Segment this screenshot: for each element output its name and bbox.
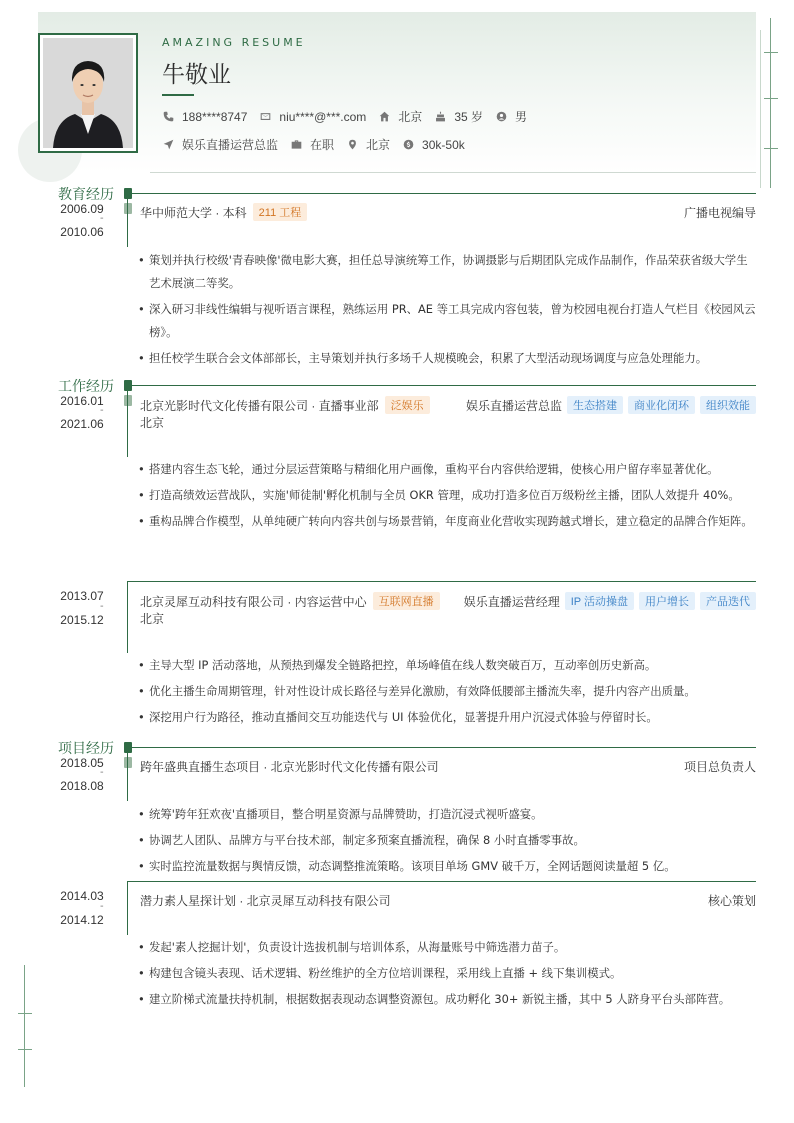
industry-tag: 互联网直播 — [373, 592, 440, 610]
email-item — [259, 110, 366, 124]
gender-item — [495, 108, 527, 125]
company-name: 北京光影时代文化传播有限公司 · 直播事业部 — [140, 398, 379, 413]
date-separator: - — [100, 767, 104, 778]
company-name: 北京灵犀互动科技有限公司 · 内容运营中心 — [140, 594, 367, 609]
timeline-line — [127, 193, 128, 247]
entry-rule — [127, 881, 756, 882]
user-icon — [495, 111, 507, 123]
skill-tag: 生态搭建 — [567, 396, 623, 414]
list-item: • 搭建内容生态飞轮，通过分层运营策略与精细化用户画像，重构平台内容供给逻辑，使核心用户留存率显著优化。 — [138, 458, 756, 481]
list-item: • 构建包含镜头表现、话术逻辑、粉丝维护的全方位培训课程，采用线上直播 + 线下集训模式。 — [138, 962, 756, 985]
section-rule — [124, 193, 756, 194]
section-marker — [124, 188, 132, 199]
location-text: 北京 — [398, 110, 423, 124]
target-city-text: 北京 — [366, 138, 391, 152]
project-title: 潜力素人星探计划 · 北京灵犀互动科技有限公司 — [140, 894, 391, 908]
work-start-date: 2016.01 — [60, 394, 104, 408]
education-end-date: 2010.06 — [60, 225, 104, 239]
job-intent-row — [162, 136, 477, 153]
education-bullets — [138, 249, 756, 373]
profile-photo — [43, 38, 133, 148]
status-item — [290, 136, 334, 153]
list-item: • 建立阶梯式流量扶持机制，根据数据表现动态调整资源包。成功孵化 30+ 新锐主播，其中 5 人跻身平台头部阵营。 — [138, 988, 756, 1011]
project-role: 核心策划 — [707, 894, 756, 908]
phone-item — [162, 110, 247, 124]
work-city: 北京 — [140, 612, 165, 626]
phone-text: 188****8747 — [182, 109, 248, 124]
entry-marker — [124, 757, 132, 768]
candidate-name: 牛敬业 — [162, 62, 231, 88]
industry-tag: 泛娱乐 — [385, 396, 430, 414]
section-title-education: 教育经历 — [58, 187, 114, 203]
list-item: • 发起'素人挖掘计划'，负责设计选拔机制与培训体系，从海量账号中筛选潜力苗子。 — [138, 936, 756, 959]
section-rule — [124, 747, 756, 748]
list-item: • 深入研习非线性编辑与视听语言课程，熟练运用 PR、AE 等工具完成内容包装，曾为校园电视台打造人气栏目《校园风云榜》。 — [138, 298, 756, 344]
work-heading — [140, 396, 430, 414]
decorative-tick — [18, 1013, 32, 1014]
date-separator: - — [100, 405, 104, 416]
work-city: 北京 — [140, 416, 165, 430]
decorative-tick — [18, 1049, 32, 1050]
mail-icon — [259, 111, 271, 123]
list-item: • 协调艺人团队、品牌方与平台技术部，制定多预案直播流程，确保 8 小时直播零事故。 — [138, 829, 756, 852]
section-marker — [124, 380, 132, 391]
email-text: niu****@***.com — [279, 109, 367, 124]
phone-icon — [162, 111, 174, 123]
date-separator: - — [100, 213, 104, 224]
project-end-date: 2014.12 — [60, 913, 104, 927]
target-role-item — [162, 136, 278, 153]
section-title-projects: 项目经历 — [58, 741, 114, 757]
location-item — [378, 108, 422, 125]
major-name: 广播电视编导 — [683, 206, 756, 220]
decorative-tick — [764, 52, 778, 53]
work-role-block — [466, 396, 756, 414]
work-role-block — [464, 592, 756, 610]
gender-text: 男 — [515, 110, 528, 124]
date-separator: - — [100, 601, 104, 612]
work-bullets — [138, 654, 756, 732]
profile-photo-frame — [38, 33, 138, 153]
timeline-line — [127, 581, 128, 653]
decorative-line — [760, 30, 761, 188]
project-role: 项目总负责人 — [683, 760, 756, 774]
section-marker — [124, 742, 132, 753]
skill-tag: 组织效能 — [700, 396, 756, 414]
decorative-tick — [764, 148, 778, 149]
list-item: • 主导大型 IP 活动落地，从预热到爆发全链路把控，单场峰值在线人数突破百万，互动率创历史新高。 — [138, 654, 756, 677]
name-underline — [162, 94, 194, 96]
work-end-date: 2021.06 — [60, 417, 104, 431]
list-item: • 重构品牌合作模型，从单纯硬广转向内容共创与场景营销，年度商业化营收实现跨越式增长，建立稳定的品牌合作矩阵。 — [138, 510, 756, 533]
section-rule — [124, 385, 756, 386]
entry-marker — [124, 395, 132, 406]
header-tagline: AMAZING RESUME — [162, 36, 306, 49]
education-heading — [140, 203, 307, 221]
list-item: • 统筹'跨年狂欢夜'直播项目，整合明星资源与品牌赞助，打造沉浸式视听盛宴。 — [138, 803, 756, 826]
person-portrait-icon — [43, 38, 133, 148]
work-start-date: 2013.07 — [60, 589, 104, 603]
coin-icon — [402, 139, 414, 151]
job-role: 娱乐直播运营经理 — [463, 594, 560, 609]
skill-tag: IP 活动操盘 — [565, 592, 634, 610]
list-item: • 深挖用户行为路径，推动直播间交互功能迭代与 UI 体验优化，显著提升用户沉浸式体验与停留时长。 — [138, 706, 756, 729]
work-bullets — [138, 458, 756, 536]
skill-tag: 产品迭代 — [700, 592, 756, 610]
briefcase-icon — [290, 139, 302, 151]
map-pin-icon — [346, 139, 358, 151]
cake-icon — [434, 111, 446, 123]
decorative-tick — [764, 98, 778, 99]
target-city-item — [346, 136, 390, 153]
list-item: • 打造高绩效运营战队，实施'师徒制'孵化机制与全员 OKR 管理，成功打造多位百万级粉丝主播，团队人效提升 40%。 — [138, 484, 756, 507]
section-title-work: 工作经历 — [58, 379, 114, 395]
skill-tag: 商业化闭环 — [628, 396, 695, 414]
decorative-line — [24, 965, 25, 1087]
status-text: 在职 — [310, 138, 335, 152]
project-title: 跨年盛典直播生态项目 · 北京光影时代文化传播有限公司 — [140, 760, 439, 774]
home-icon — [378, 111, 390, 123]
salary-item — [402, 138, 465, 152]
skill-tag: 用户增长 — [639, 592, 695, 610]
list-item: • 实时监控流量数据与舆情反馈，动态调整推流策略。该项目单场 GMV 破千万，全网话题阅读量超 5 亿。 — [138, 855, 756, 878]
entry-rule — [127, 581, 756, 582]
list-item: • 策划并执行校级'青春映像'微电影大赛，担任总导演统筹工作，协调摄影与后期团队完成作品制作，作品荣获省级大学生艺术展演二等奖。 — [138, 249, 756, 295]
timeline-line — [127, 881, 128, 935]
project-end-date: 2018.08 — [60, 779, 104, 793]
age-item — [434, 108, 483, 125]
education-start-date: 2006.09 — [60, 202, 104, 216]
timeline-line — [127, 747, 128, 801]
project-start-date: 2014.03 — [60, 889, 104, 903]
list-item: • 优化主播生命周期管理，针对性设计成长路径与差异化激励，有效降低腰部主播流失率，提升内容产出质量。 — [138, 680, 756, 703]
target-role-text: 娱乐直播运营总监 — [182, 138, 279, 152]
age-text: 35 岁 — [454, 110, 483, 124]
work-heading — [140, 592, 440, 610]
salary-text: 30k-50k — [422, 137, 465, 152]
entry-marker — [124, 203, 132, 214]
date-separator: - — [100, 901, 104, 912]
job-role: 娱乐直播运营总监 — [465, 398, 562, 413]
project-bullets — [138, 936, 756, 1014]
school-name: 华中师范大学 · 本科 — [140, 205, 247, 220]
project-bullets — [138, 803, 756, 881]
send-icon — [162, 139, 174, 151]
header-divider — [150, 172, 756, 173]
contact-row — [162, 108, 539, 125]
list-item: • 担任校学生联合会文体部部长，主导策划并执行多场千人规模晚会，积累了大型活动现场调度与应急处理能力。 — [138, 347, 756, 370]
school-tag: 211 工程 — [253, 203, 308, 221]
project-start-date: 2018.05 — [60, 756, 104, 770]
work-end-date: 2015.12 — [60, 613, 104, 627]
timeline-line — [127, 385, 128, 457]
decorative-line — [770, 18, 771, 188]
